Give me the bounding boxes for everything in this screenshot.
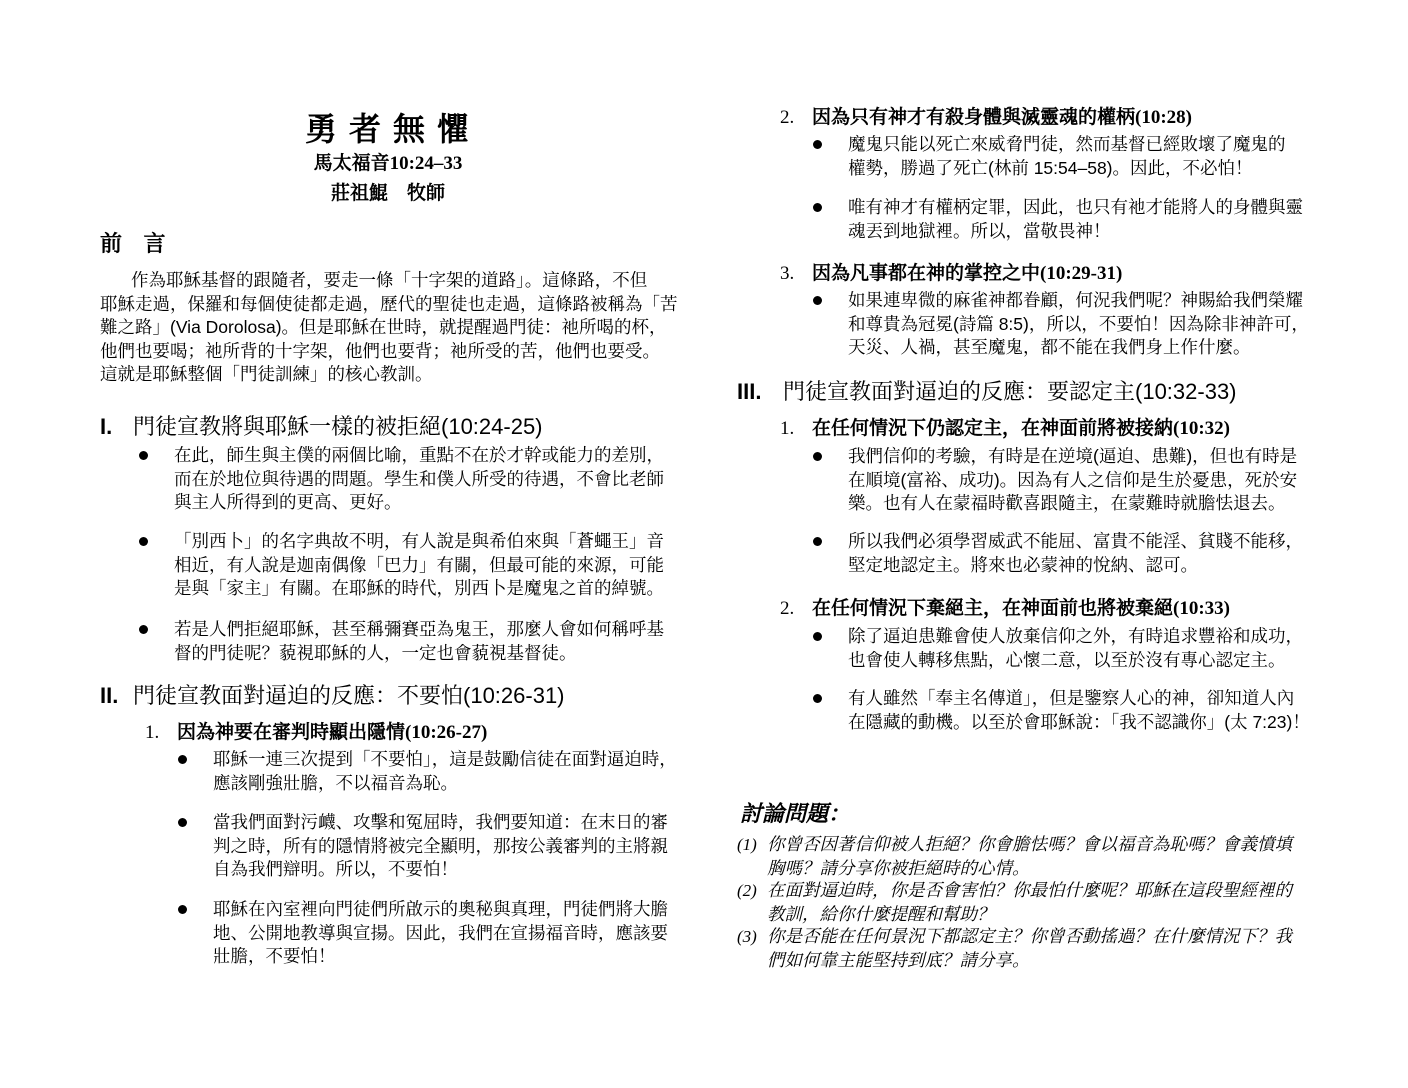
bullet-icon [139, 537, 148, 546]
subsection-number: 1. [780, 418, 795, 439]
subsection-title: 因為凡事都在神的掌控之中(10:29-31) [812, 263, 1123, 284]
subsection-heading [145, 717, 487, 744]
question-number: (3) [737, 927, 757, 946]
bullet-icon [813, 140, 822, 149]
text-line: 耶穌在內室裡向門徒們所啟示的奧秘與真理，門徒們將大膽 [213, 899, 668, 919]
subsection-heading [780, 413, 1230, 440]
question-number: (1) [737, 835, 757, 854]
section-numeral: I. [100, 414, 113, 439]
section-title: 門徒宣教面對逼迫的反應：要認定主(10:32-33) [783, 379, 1237, 404]
section-numeral: III. [737, 379, 762, 404]
subsection-title: 因為只有神才有殺身體與滅靈魂的權柄(10:28) [812, 107, 1192, 128]
intro-heading: 前 言 [100, 231, 174, 256]
section-title: 門徒宣教將與耶穌一樣的被拒絕(10:24-25) [133, 414, 543, 439]
text-line: 若是人們拒絕耶穌，甚至稱彌賽亞為鬼王，那麼人會如何稱呼基 [174, 619, 664, 639]
bullet-icon [139, 451, 148, 460]
text-line: 權勢，勝過了死亡(林前 15:54–58)。因此，不必怕！ [848, 157, 1253, 178]
text-line: 我們信仰的考驗，有時是在逆境(逼迫、患難)，但也有時是 [848, 446, 1298, 466]
text-line: 除了逼迫患難會使人放棄信仰之外，有時追求豐裕和成功， [848, 626, 1303, 646]
text-line: 應該剛強壯膽，不以福音為恥。 [213, 772, 458, 793]
section-heading [100, 679, 565, 710]
text-line: 是與「家主」有關。在耶穌的時代，別西卜是魔鬼之首的綽號。 [174, 578, 664, 598]
text-line: 當我們面對污衊、攻擊和冤屈時，我們要知道：在末日的審 [213, 812, 668, 832]
text-line: 堅定地認定主。將來也必蒙神的悅納、認可。 [848, 554, 1198, 575]
text-line: 相近，有人說是迦南偶像「巴力」有關，但最可能的來源，可能 [174, 554, 664, 575]
text-line: 唯有神才有權柄定罪，因此，也只有祂才能將人的身體與靈 [848, 197, 1303, 217]
bullet-icon [813, 537, 822, 546]
text-line: 而在於地位與待遇的問題。學生和僕人所受的待遇，不會比老師 [174, 468, 664, 489]
subsection-title: 因為神要在審判時顯出隱情(10:26-27) [177, 722, 488, 743]
bullet-icon [813, 296, 822, 305]
bullet-icon [813, 632, 822, 641]
text-line: 你曾否因著信仰被人拒絕？你會膽怯嗎？會以福音為恥嗎？會義憤填 [767, 834, 1292, 854]
text-line: 教訓，給你什麼提醒和幫助？ [767, 903, 995, 924]
subsection-heading [780, 102, 1192, 129]
text-line: 自為我們辯明。所以，不要怕！ [213, 859, 458, 879]
bullet-icon [178, 905, 187, 914]
text-line: 「別西卜」的名字典故不明，有人說是與希伯來與「蒼蠅王」音 [174, 531, 664, 551]
text-line: 你是否能在任何景況下都認定主？你曾否動搖過？在什麼情況下？我 [767, 926, 1292, 946]
section-numeral: II. [100, 683, 119, 708]
subsection-number: 2. [780, 598, 795, 619]
text-line: 在面對逼迫時，你是否會害怕？你最怕什麼呢？耶穌在這段聖經裡的 [767, 880, 1292, 900]
text-line: 地、公開地教導與宣揚。因此，我們在宣揚福音時，應該要 [213, 922, 668, 943]
text-line: 魔鬼只能以死亡來威脅門徒，然而基督已經敗壞了魔鬼的 [848, 134, 1286, 154]
text-line: 在順境(富裕、成功)。因為有人之信仰是生於憂患，死於安 [848, 469, 1298, 490]
bullet-icon [178, 818, 187, 827]
text-line: 在隱藏的動機。以至於會耶穌說：「我不認識你」(太 7:23)！ [848, 711, 1310, 732]
text-line: 難之路」(Via Dorolosa)。但是耶穌在世時，就提醒過門徒：祂所喝的杯， [100, 317, 667, 337]
text-line: 胸嗎？請分享你被拒絕時的心情。 [767, 857, 1030, 878]
text-line: 作為耶穌基督的跟隨者，要走一條「十字架的道路」。這條路，不但 [131, 270, 648, 290]
subsection-number: 3. [780, 263, 795, 284]
subsection-title: 在任何情況下棄絕主，在神面前也將被棄絕(10:33) [812, 598, 1230, 619]
text-line: 督的門徒呢？藐視耶穌的人，一定也會藐視基督徒。 [174, 642, 577, 663]
text-line: 也會使人轉移焦點，心懷二意，以至於沒有專心認定主。 [848, 649, 1286, 670]
text-line: 天災、人禍，甚至魔鬼，都不能在我們身上作什麼。 [848, 337, 1251, 357]
text-line: 他們也要喝；祂所背的十字架，他們也要背；祂所受的苦，他們也要受。 [100, 340, 660, 361]
text-line: 壯膽，不要怕！ [213, 946, 336, 966]
bullet-icon [813, 452, 822, 461]
sermon-title: 勇 者 無 懼 [304, 111, 471, 147]
text-line: 在此，師生與主僕的兩個比喻，重點不在於才幹或能力的差別， [174, 445, 664, 465]
bullet-icon [139, 625, 148, 634]
intro-paragraph [100, 269, 678, 387]
question-number: (2) [737, 881, 757, 900]
section-heading [737, 375, 1237, 406]
bullet-icon [813, 694, 822, 703]
text-line: 如果連卑微的麻雀神都眷顧，何況我們呢？神賜給我們榮耀 [848, 290, 1303, 310]
scripture-reference: 馬太福音10:24–33 [313, 153, 463, 174]
section-title: 門徒宣教面對逼迫的反應：不要怕(10:26-31) [133, 683, 565, 708]
text-line: 判之時，所有的隱情將被完全顯明，那按公義審判的主將親 [213, 835, 668, 856]
author: 莊祖鯤 牧師 [330, 183, 445, 204]
text-line: 這就是耶穌整個「門徒訓練」的核心教訓。 [100, 364, 433, 384]
subsection-title: 在任何情況下仍認定主，在神面前將被接納(10:32) [812, 418, 1230, 439]
text-line: 有人雖然「奉主名傳道」，但是鑒察人心的神，卻知道人內 [848, 688, 1295, 708]
text-line: 耶穌一連三次提到「不要怕」，這是鼓勵信徒在面對逼迫時， [213, 749, 677, 769]
text-line: 與主人所得到的更高、更好。 [174, 492, 402, 512]
subsection-number: 1. [145, 722, 160, 743]
section-heading [100, 410, 543, 441]
bullet-icon [813, 203, 822, 212]
text-line: 樂。也有人在蒙福時歡喜跟隨主，在蒙難時就膽怯退去。 [848, 493, 1286, 513]
subsection-heading [780, 593, 1230, 620]
text-line: 魂丟到地獄裡。所以，當敬畏神！ [848, 220, 1111, 241]
text-line: 和尊貴為冠冕(詩篇 8:5)，所以，不要怕！因為除非神許可， [848, 313, 1309, 334]
discussion-heading: 討論問題： [740, 801, 851, 826]
subsection-number: 2. [780, 107, 795, 128]
text-line: 們如何靠主能堅持到底？請分享。 [767, 949, 1030, 970]
text-line: 耶穌走過，保羅和每個使徒都走過，歷代的聖徒也走過，這條路被稱為「苦 [100, 293, 678, 314]
subsection-heading [780, 258, 1122, 285]
bullet-icon [178, 755, 187, 764]
text-line: 所以我們必須學習威武不能屈、富貴不能淫、貧賤不能移， [848, 531, 1303, 551]
